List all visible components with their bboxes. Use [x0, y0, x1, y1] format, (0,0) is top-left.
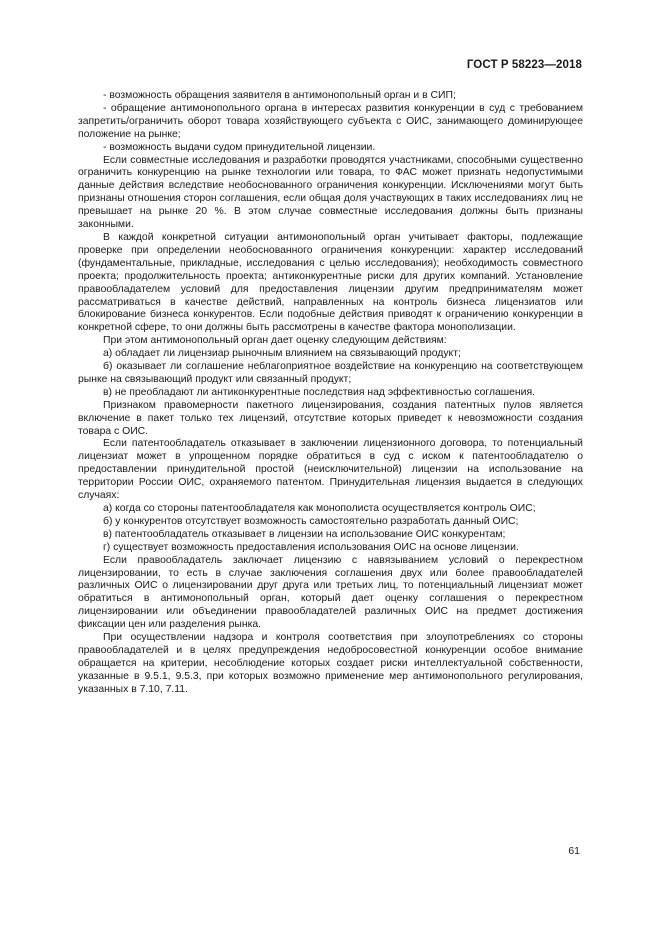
paragraph-1: - возможность обращения заявителя в антимонопольный орган и в СИП;: [103, 90, 456, 101]
list-item-b-2: б) у конкурентов отсутствует возможность самостоятельно разработать данный ОИС;: [103, 515, 519, 527]
paragraph-11: Если патентообладатель отказывает в заключении лицензионного договора, то потенциальный лицензиат может в упрощенном порядке обратиться в суд с иском к патентообладателю о предоставлении принудительной простой (неисключительной) лицензии на использование на территории России ОИС, охраняемого патентом. Принудительная лицензия выдается в следующих случаях:: [78, 438, 583, 502]
list-item-v-1: в) не преобладают ли антиконкурентные последствия над эффективностью соглашения.: [103, 386, 535, 398]
paragraph-4: Если совместные исследования и разработки проводятся участниками, способными существенно ограничить конкуренцию на рынке технологии или товара, то ФАС может признать недопустимыми данные действия вследствие необоснованного ограничения конкуренции. Исключениями могут быть признаны отношения сторон соглашения, если общая доля участвующих в таких исследованиях лиц не превышает на рынке 20 %. В этом случае совместные исследования должны быть признаны законными.: [78, 154, 583, 231]
paragraph-16: Если правообладатель заключает лицензию с навязыванием условий о перекрестном лицензировании, то есть в случае заключения соглашения двух или более правообладателей различных ОИС о лицензировании друг друга или третьих лиц, то потенциальный лицензиат может обратиться в антимонопольный орган, который дает оценку соглашения о перекрестном лицензировании или объединении правообладателей различных ОИС на предмет достижения фиксации цен или разделения рынка.: [78, 554, 583, 631]
paragraph-6: При этом антимонопольный орган дает оценку следующим действиям:: [103, 335, 447, 347]
list-item-a-1: а) обладает ли лицензиар рыночным влиянием на связывающий продукт;: [103, 348, 461, 360]
paragraph-2: - обращение антимонопольного органа в интересах развития конкуренции в суд с требованием запретить/ограничить оборот товара хозяйствующего субъекта с ОИС, занимающего доминирующее положение на рынке;: [78, 102, 583, 140]
list-item-g-2: г) существует возможность предоставления использования ОИС на основе лицензии.: [103, 541, 519, 553]
paragraph-3: - возможность выдачи судом принудительной лицензии.: [103, 141, 376, 153]
paragraph-5: В каждой конкретной ситуации антимонопольный орган учитывает факторы, подлежащие проверке при определении необоснованного ограничения конкуренции: характер исследований (фундаментальные, прикладные, исследования с целью исследования); необходимость совместного проекта; продолжительность проекта; антиконкурентные риски для других компаний. Установление правообладателем условий для предоставления лицензии другим предпринимателям может рассматриваться в качестве действий, направленных на контроль бизнеса лицензиатов или блокирование бизнеса конкурентов. Если подобные действия приводят к ограничению конкуренции в конкретной сфере, то они должны быть рассмотрены в качестве фактора монополизации.: [78, 231, 583, 334]
standard-id-header: ГОСТ Р 58223—2018: [466, 59, 582, 71]
page-number: 61: [568, 845, 580, 857]
list-item-a-2: а) когда со стороны патентообладателя как монополиста осуществляется контроль ОИС;: [103, 503, 536, 514]
list-item-b-1: б) оказывает ли соглашение неблагоприятное воздействие на конкуренцию на соответствующем рынке на связывающий продукт или связанный продукт;: [78, 361, 583, 385]
paragraph-10: Признаком правомерности пакетного лицензирования, создания патентных пулов является включение в пакет только тех лицензий, отсутствие которых приведет к невозможности создания товара с ОИС.: [78, 399, 583, 437]
paragraph-17: При осуществлении надзора и контроля соответствия при злоупотреблениях со стороны правообладателей и в целях предупреждения недобросовестной конкуренции особое внимание обращается на критерии, несоблюдение которых создает риски интеллектуальной собственности, указанные в 9.5.1, 9.5.3, при которых возможно применение мер антимонопольного регулирования, указанных в 7.10, 7.11.: [78, 632, 583, 695]
document-body: [78, 90, 583, 697]
list-item-v-2: в) патентообладатель отказывает в лицензии на использование ОИС конкурентам;: [103, 528, 506, 540]
